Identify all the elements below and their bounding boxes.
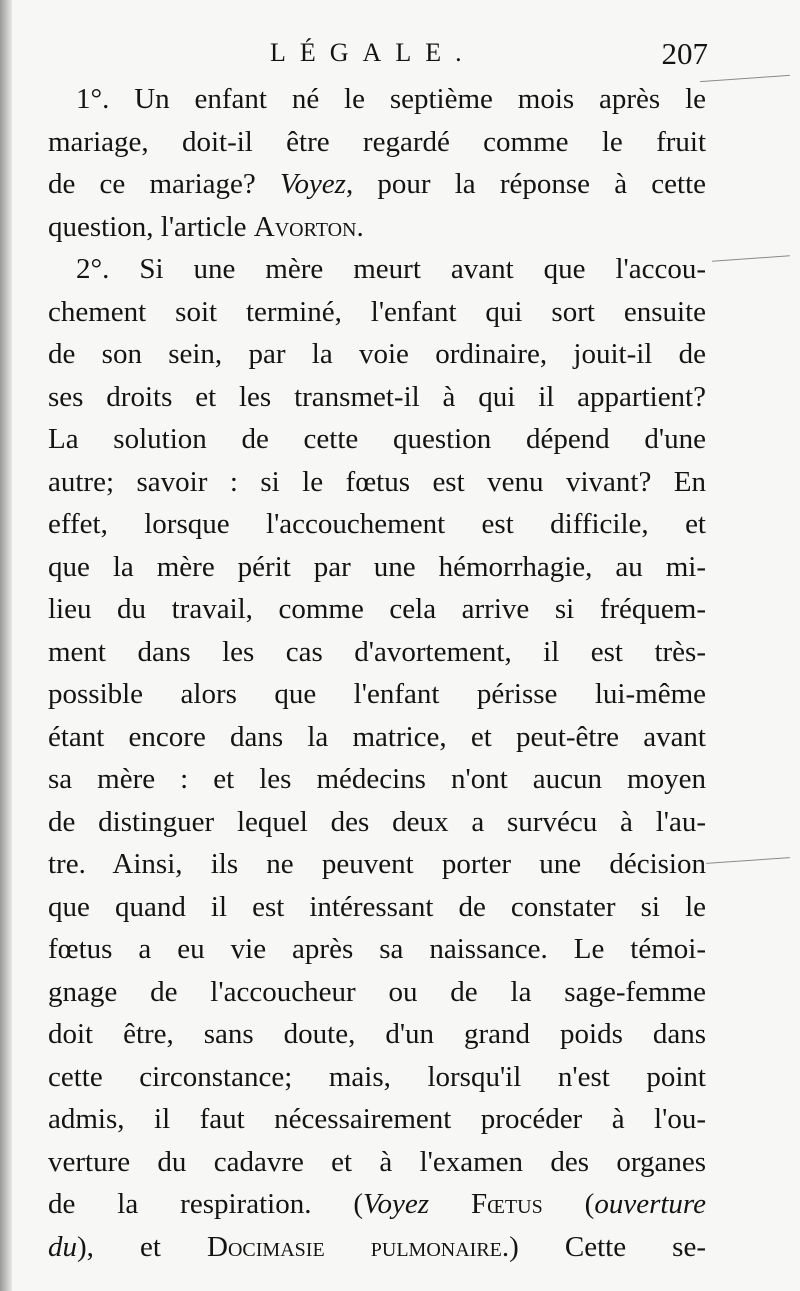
text-span: que la mère périt par une hémorrhagie, au mi- bbox=[48, 550, 706, 583]
text-span: de ce mariage? bbox=[48, 168, 280, 200]
text-line bbox=[48, 291, 706, 334]
text-span: admis, il faut nécessairement procéder à l'ou- bbox=[48, 1103, 706, 1135]
text-span: .) Cette se- bbox=[501, 1230, 706, 1263]
text-line bbox=[48, 248, 706, 291]
text-line bbox=[48, 673, 706, 716]
text-line bbox=[48, 758, 706, 801]
text-line bbox=[48, 843, 706, 886]
text-span bbox=[429, 1188, 471, 1220]
text-line bbox=[48, 1098, 706, 1141]
margin-mark bbox=[700, 75, 790, 82]
text-span: ment dans les cas d'avortement, il est très- bbox=[48, 635, 706, 668]
text-span: 1°. Un enfant né le septième mois après le bbox=[76, 83, 706, 115]
text-span: doit être, sans doute, d'un grand poids dans bbox=[48, 1018, 706, 1050]
text-span: lieu du travail, comme cela arrive si fréquem- bbox=[48, 593, 706, 625]
text-span: ), et bbox=[77, 1230, 208, 1263]
text-span: autre; savoir : si le fœtus est venu vivant? En bbox=[48, 465, 706, 498]
text-line bbox=[48, 1183, 706, 1226]
text-span: de distinguer lequel des deux a survécu à l'au- bbox=[48, 805, 706, 838]
text-span: gnage de l'accoucheur ou de la sage-femme bbox=[48, 975, 706, 1008]
text-line bbox=[48, 1226, 706, 1269]
running-head: LÉGALE. bbox=[270, 38, 476, 67]
text-span: La solution de cette question dépend d'une bbox=[48, 423, 706, 455]
text-span: de la respiration. ( bbox=[48, 1188, 364, 1220]
text-span: ses droits et les transmet-il à qui il appartient? bbox=[48, 380, 706, 413]
text-span: chement soit terminé, l'enfant qui sort ensuite bbox=[48, 295, 706, 328]
text-line bbox=[48, 121, 706, 164]
text-line bbox=[48, 78, 706, 121]
text-line bbox=[48, 588, 706, 631]
text-line bbox=[48, 461, 706, 504]
italic-text: Voyez bbox=[279, 168, 346, 200]
text-line bbox=[48, 503, 706, 546]
text-span: , pour la réponse à cette bbox=[345, 168, 707, 200]
text-span: mariage, doit-il être regardé comme le fruit bbox=[48, 125, 706, 158]
text-line bbox=[48, 886, 706, 929]
text-line bbox=[48, 333, 706, 376]
text-span: sa mère : et les médecins n'ont aucun moyen bbox=[48, 763, 706, 795]
italic-text: Voyez bbox=[363, 1188, 430, 1220]
text-span: . bbox=[356, 210, 364, 243]
body-text bbox=[48, 78, 706, 1268]
text-line bbox=[48, 418, 706, 461]
italic-text: ouverture bbox=[594, 1188, 706, 1220]
margin-mark bbox=[706, 857, 790, 864]
text-line bbox=[48, 546, 706, 589]
text-span: cette circonstance; mais, lorsqu'il n'est point bbox=[48, 1060, 706, 1093]
text-span: ( bbox=[542, 1188, 595, 1220]
text-line bbox=[48, 971, 706, 1014]
text-line bbox=[48, 376, 706, 419]
text-line bbox=[48, 801, 706, 844]
text-line bbox=[48, 163, 706, 206]
italic-text: du bbox=[48, 1230, 77, 1263]
text-line bbox=[48, 1141, 706, 1184]
small-caps-text: Fœtus bbox=[471, 1188, 543, 1220]
text-span: tre. Ainsi, ils ne peuvent porter une décision bbox=[48, 848, 706, 880]
text-line bbox=[48, 928, 706, 971]
text-line bbox=[48, 206, 706, 249]
small-caps-text: Avorton bbox=[253, 210, 357, 243]
text-span: de son sein, par la voie ordinaire, jouit-il de bbox=[48, 338, 706, 370]
page-gutter-shadow bbox=[0, 0, 12, 1291]
text-line bbox=[48, 1056, 706, 1099]
text-span: possible alors que l'enfant périsse lui-même bbox=[48, 678, 706, 710]
small-caps-text: Docimasie pulmonaire bbox=[207, 1230, 502, 1263]
text-span: verture du cadavre et à l'examen des organes bbox=[48, 1145, 706, 1178]
text-span: que quand il est intéressant de constater si le bbox=[48, 890, 706, 923]
text-span: étant encore dans la matrice, et peut-être avant bbox=[48, 720, 706, 753]
text-line bbox=[48, 1013, 706, 1056]
margin-mark bbox=[712, 255, 790, 261]
text-span: fœtus a eu vie après sa naissance. Le témoi- bbox=[48, 933, 706, 965]
page-number: 207 bbox=[661, 36, 708, 71]
text-line bbox=[48, 716, 706, 759]
text-line bbox=[48, 631, 706, 674]
text-span: effet, lorsque l'accouchement est difficile, et bbox=[48, 508, 706, 540]
text-span: 2°. Si une mère meurt avant que l'accou- bbox=[76, 253, 706, 285]
text-span: question, l'article bbox=[48, 210, 254, 243]
page-header bbox=[48, 38, 708, 78]
